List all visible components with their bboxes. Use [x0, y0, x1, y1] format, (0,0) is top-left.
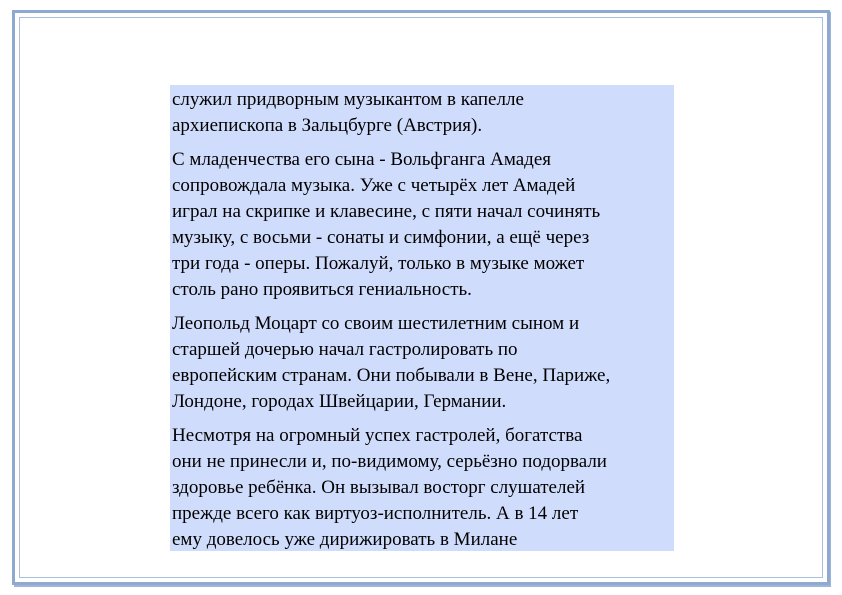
text-box — [170, 85, 674, 551]
text-line: Лондоне, городах Швейцарии, Германии. — [172, 391, 507, 412]
text-line: архиепископа в Зальцбурге (Австрия). — [172, 115, 483, 136]
text-line: три года - оперы. Пожалуй, только в музыке может — [172, 253, 585, 274]
text-line: здоровье ребёнка. Он вызывал восторг слушателей — [172, 477, 586, 498]
text-line: играл на скрипке и клавесине, с пяти начал сочинять — [172, 201, 601, 222]
paragraph-1 — [172, 87, 672, 139]
paragraph-2 — [172, 147, 672, 303]
text-line: европейским странам. Они побывали в Вене, Париже, — [172, 365, 611, 386]
text-line: сопровождала музыка. Уже с четырёх лет Амадей — [172, 175, 576, 196]
text-line: они не принесли и, по-видимому, серьёзно подорвали — [172, 451, 607, 472]
text-line: С младенчества его сына - Вольфганга Амадея — [172, 149, 551, 170]
text-line: Несмотря на огромный успех гастролей, богатства — [172, 425, 583, 446]
paragraph-4 — [172, 423, 672, 551]
text-line: ему довелось уже дирижировать в Милане — [172, 529, 518, 550]
text-line: прежде всего как виртуоз-исполнитель. А в 14 лет — [172, 503, 579, 524]
text-line: Леопольд Моцарт со своим шестилетним сыном и — [172, 313, 580, 334]
paragraph-3 — [172, 311, 672, 415]
text-line: музыку, с восьми - сонаты и симфонии, а ещё через — [172, 227, 590, 248]
text-line: старшей дочерью начал гастролировать по — [172, 339, 518, 360]
text-line: служил придворным музыкантом в капелле — [172, 89, 524, 110]
text-line: столь рано проявиться гениальность. — [172, 279, 472, 300]
